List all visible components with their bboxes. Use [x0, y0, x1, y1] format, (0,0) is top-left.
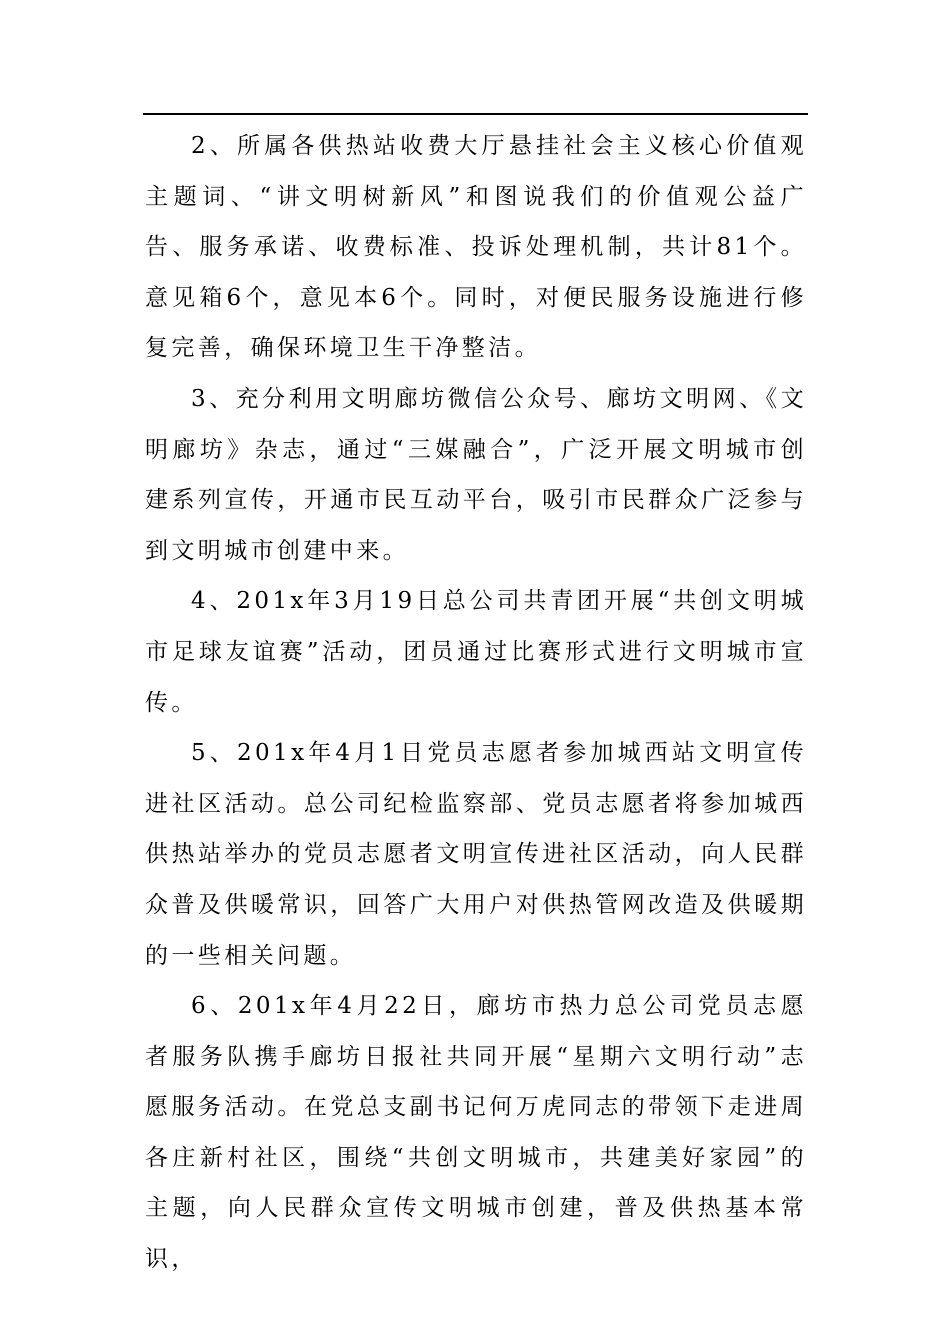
document-body	[145, 121, 807, 1285]
paragraph-item-3: 3、充分利用文明廊坊微信公众号、廊坊文明网、《文明廊坊》杂志，通过“三媒融合”，广泛开展文明城市创建系列宣传，开通市民互动平台，吸引市民群众广泛参与到文明城市创建中来。	[145, 385, 807, 564]
paragraph-item-2: 2、所属各供热站收费大厅悬挂社会主义核心价值观主题词、“讲文明树新风”和图说我们的价值观公益广告、服务承诺、收费标准、投诉处理机制，共计81个。意见箱6个，意见本6个。同时，对便民服务设施进行修复完善，确保环境卫生干净整洁。	[145, 133, 807, 362]
paragraph-item-4: 4、201x年3月19日总公司共青团开展“共创文明城市足球友谊赛”活动，团员通过比赛形式进行文明城市宣传。	[145, 588, 807, 716]
header-rule	[143, 113, 808, 115]
paragraph-item-5: 5、201x年4月1日党员志愿者参加城西站文明宣传进社区活动。总公司纪检监察部、党员志愿者将参加城西供热站举办的党员志愿者文明宣传进社区活动，向人民群众普及供暖常识，回答广大用户对供热管网改造及供暖期的一些相关问题。	[145, 740, 807, 969]
paragraph-item-6: 6、201x年4月22日，廊坊市热力总公司党员志愿者服务队携手廊坊日报社共同开展“星期六文明行动”志愿服务活动。在党总支副书记何万虎同志的带领下走进周各庄新村社区，围绕“共创文明城市，共建美好家园”的主题，向人民群众宣传文明城市创建，普及供热基本常识，	[145, 993, 807, 1273]
